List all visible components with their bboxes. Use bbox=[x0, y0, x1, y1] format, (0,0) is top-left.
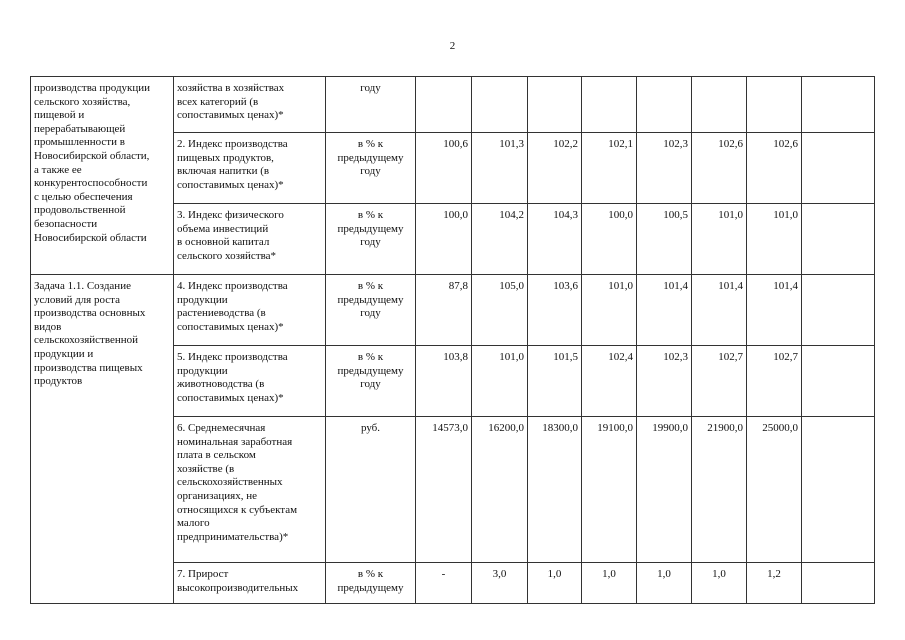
indicators-table bbox=[30, 76, 875, 604]
value-cell: 21900,0 bbox=[692, 417, 747, 563]
value-cell bbox=[637, 77, 692, 133]
empty-cell bbox=[802, 77, 875, 133]
unit-text: в % к предыдущему году bbox=[337, 351, 404, 391]
value-cell: 104,3 bbox=[528, 204, 582, 275]
indicator-cell bbox=[174, 275, 326, 346]
value-cell: 101,4 bbox=[692, 275, 747, 346]
value-cell bbox=[747, 77, 802, 133]
table-row bbox=[31, 77, 875, 133]
value-cell: 102,7 bbox=[747, 346, 802, 417]
indicator-cell bbox=[174, 77, 326, 133]
unit-text: в % к предыдущему году bbox=[337, 209, 404, 249]
unit-cell bbox=[326, 77, 416, 133]
unit-cell bbox=[326, 133, 416, 204]
value-cell: 3,0 bbox=[472, 563, 528, 604]
indicator-text: хозяйства в хозяйствах всех категорий (в сопоставимых ценах)* bbox=[177, 82, 285, 122]
value-cell: 101,0 bbox=[692, 204, 747, 275]
value-cell: 102,3 bbox=[637, 346, 692, 417]
value-cell: 102,6 bbox=[747, 133, 802, 204]
unit-cell bbox=[326, 275, 416, 346]
empty-cell bbox=[802, 204, 875, 275]
value-cell: 19900,0 bbox=[637, 417, 692, 563]
indicator-text: 3. Индекс физического объема инвестиций в основной капитал сельского хозяйства* bbox=[177, 209, 284, 262]
unit-text: в % к предыдущему bbox=[337, 568, 404, 594]
task-cell bbox=[31, 275, 174, 604]
task-cell bbox=[31, 77, 174, 275]
value-cell: 102,6 bbox=[692, 133, 747, 204]
indicator-cell bbox=[174, 204, 326, 275]
value-cell: 102,2 bbox=[528, 133, 582, 204]
task-text: производства продукции сельского хозяйства, пищевой и перерабатывающей промышленности в Новосибирской области, а также ее конкурентоспособности с целью обеспечения продовольственной безопасности Новосибирской области bbox=[34, 82, 151, 244]
unit-cell bbox=[326, 417, 416, 563]
value-cell: 100,0 bbox=[416, 204, 472, 275]
unit-cell bbox=[326, 563, 416, 604]
empty-cell bbox=[802, 133, 875, 204]
task-text: Задача 1.1. Создание условий для роста производства основных видов сельскохозяйственной продукции и производства пищевых продуктов bbox=[34, 280, 146, 388]
value-cell: 104,2 bbox=[472, 204, 528, 275]
value-cell bbox=[472, 77, 528, 133]
value-cell: 101,5 bbox=[528, 346, 582, 417]
value-cell: 1,2 bbox=[747, 563, 802, 604]
value-cell: 18300,0 bbox=[528, 417, 582, 563]
unit-text: в % к предыдущему году bbox=[337, 138, 404, 178]
value-cell: 14573,0 bbox=[416, 417, 472, 563]
indicator-text: 7. Прирост высокопроизводительных bbox=[177, 568, 299, 594]
value-cell: 100,6 bbox=[416, 133, 472, 204]
indicator-text: 5. Индекс производства продукции животноводства (в сопоставимых ценах)* bbox=[177, 351, 288, 404]
value-cell: 19100,0 bbox=[582, 417, 637, 563]
empty-cell bbox=[802, 346, 875, 417]
value-cell: 100,0 bbox=[582, 204, 637, 275]
value-cell: 1,0 bbox=[528, 563, 582, 604]
value-cell: 1,0 bbox=[582, 563, 637, 604]
indicator-text: 6. Среднемесячная номинальная заработная плата в сельском хозяйстве (в сельскохозяйственных организациях, не относящихся к субъектам малого предпринимательства)* bbox=[177, 422, 298, 543]
value-cell bbox=[528, 77, 582, 133]
empty-cell bbox=[802, 563, 875, 604]
value-cell: 101,3 bbox=[472, 133, 528, 204]
value-cell: 102,4 bbox=[582, 346, 637, 417]
empty-cell bbox=[802, 417, 875, 563]
value-cell: 25000,0 bbox=[747, 417, 802, 563]
value-cell: 102,3 bbox=[637, 133, 692, 204]
value-cell: 105,0 bbox=[472, 275, 528, 346]
value-cell: 100,5 bbox=[637, 204, 692, 275]
value-cell: 102,7 bbox=[692, 346, 747, 417]
value-cell: 103,6 bbox=[528, 275, 582, 346]
indicator-cell bbox=[174, 563, 326, 604]
indicator-cell bbox=[174, 346, 326, 417]
value-cell: 1,0 bbox=[692, 563, 747, 604]
empty-cell bbox=[802, 275, 875, 346]
value-cell: 16200,0 bbox=[472, 417, 528, 563]
unit-text: году bbox=[360, 82, 381, 94]
table-row bbox=[31, 275, 875, 346]
indicator-text: 4. Индекс производства продукции растениеводства (в сопоставимых ценах)* bbox=[177, 280, 288, 333]
unit-text: в % к предыдущему году bbox=[337, 280, 404, 320]
value-cell: 103,8 bbox=[416, 346, 472, 417]
unit-text: руб. bbox=[360, 422, 381, 434]
indicator-text: 2. Индекс производства пищевых продуктов, включая напитки (в сопоставимых ценах)* bbox=[177, 138, 288, 191]
value-cell: 101,0 bbox=[472, 346, 528, 417]
value-cell bbox=[416, 77, 472, 133]
value-cell: 1,0 bbox=[637, 563, 692, 604]
value-cell: 87,8 bbox=[416, 275, 472, 346]
unit-cell bbox=[326, 204, 416, 275]
page-number: 2 bbox=[449, 40, 456, 52]
indicator-cell bbox=[174, 133, 326, 204]
value-cell: - bbox=[416, 563, 472, 604]
value-cell: 101,4 bbox=[637, 275, 692, 346]
value-cell: 102,1 bbox=[582, 133, 637, 204]
value-cell bbox=[582, 77, 637, 133]
value-cell bbox=[692, 77, 747, 133]
value-cell: 101,0 bbox=[747, 204, 802, 275]
indicator-cell bbox=[174, 417, 326, 563]
value-cell: 101,4 bbox=[747, 275, 802, 346]
value-cell: 101,0 bbox=[582, 275, 637, 346]
unit-cell bbox=[326, 346, 416, 417]
